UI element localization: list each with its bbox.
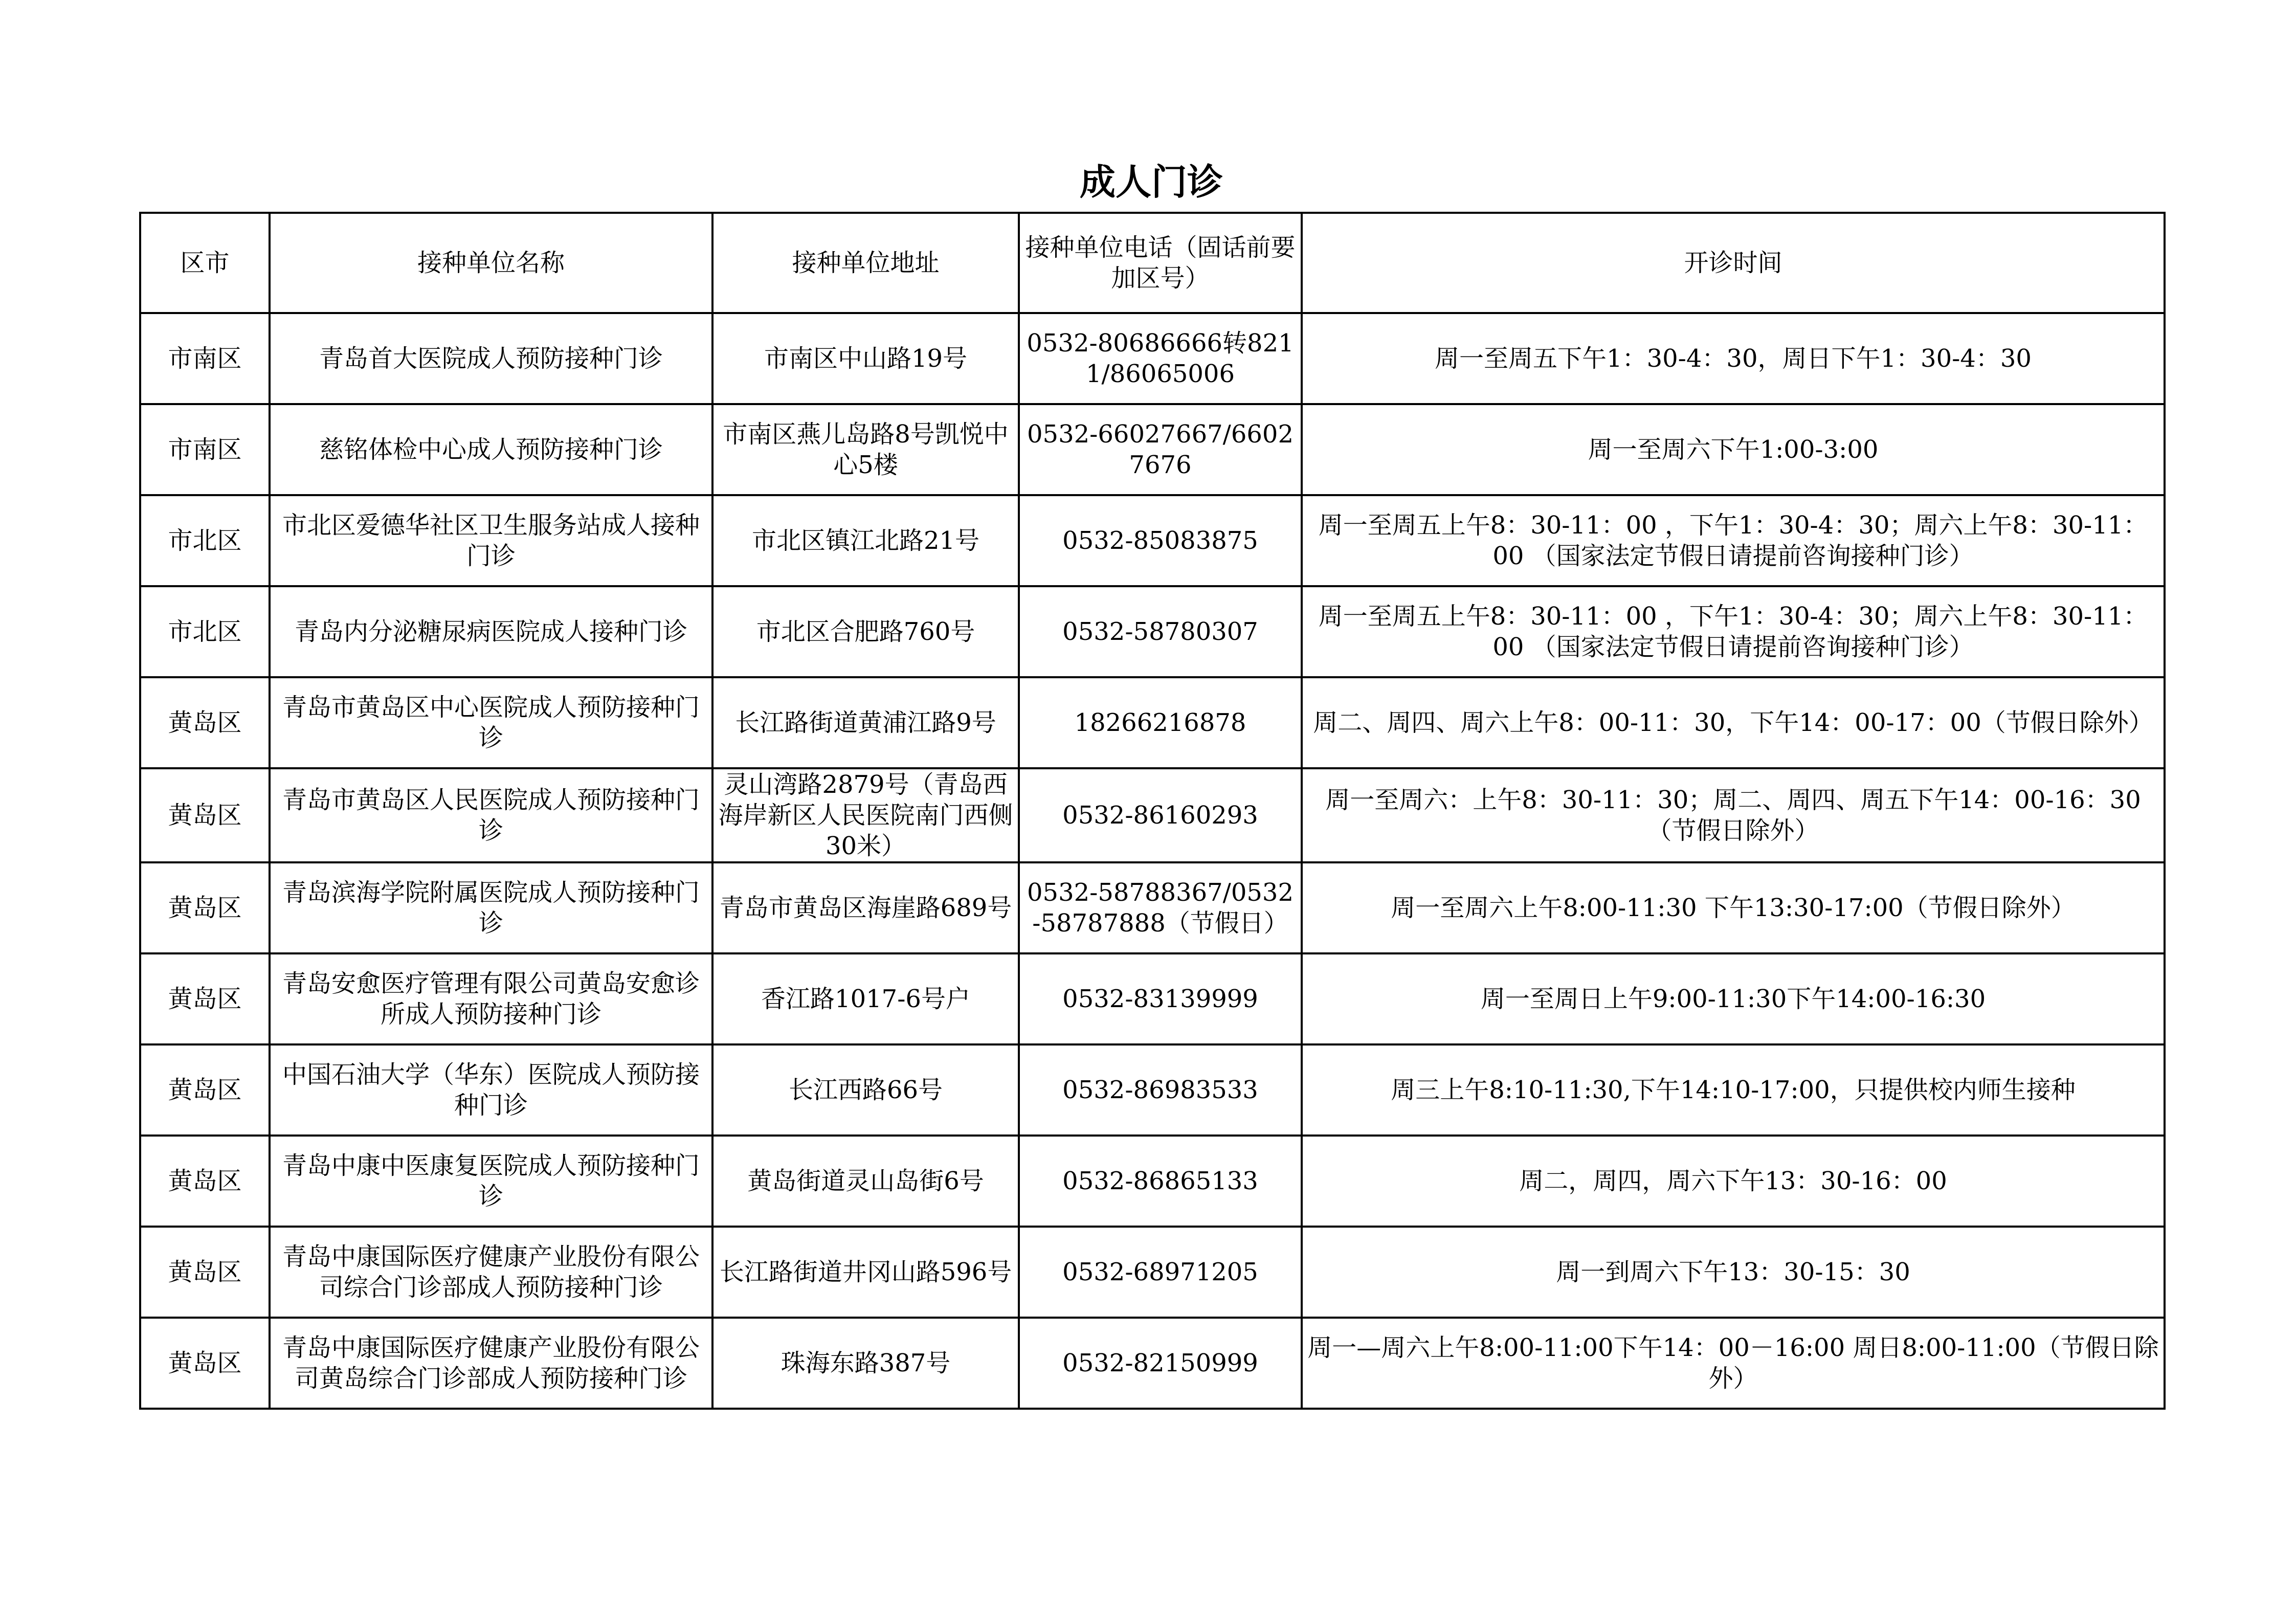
cell-district: 市北区 xyxy=(140,586,270,677)
cell-phone: 0532-82150999 xyxy=(1019,1318,1302,1409)
cell-district: 黄岛区 xyxy=(140,1318,270,1409)
table-row xyxy=(140,768,2165,862)
cell-hours: 周一至周五下午1：30-4：30，周日下午1：30-4：30 xyxy=(1302,313,2165,404)
cell-phone: 0532-83139999 xyxy=(1019,953,1302,1044)
cell-address: 灵山湾路2879号（青岛西海岸新区人民医院南门西侧30米） xyxy=(712,768,1019,862)
cell-hours: 周一至周六上午8:00-11:30 下午13:30-17:00（节假日除外） xyxy=(1302,862,2165,953)
cell-name: 青岛市黄岛区人民医院成人预防接种门诊 xyxy=(270,768,712,862)
cell-district: 黄岛区 xyxy=(140,1044,270,1136)
cell-district: 黄岛区 xyxy=(140,677,270,768)
cell-name: 慈铭体检中心成人预防接种门诊 xyxy=(270,404,712,495)
header-district: 区市 xyxy=(140,213,270,313)
cell-address: 市北区合肥路760号 xyxy=(712,586,1019,677)
cell-district: 黄岛区 xyxy=(140,1227,270,1318)
cell-name: 青岛首大医院成人预防接种门诊 xyxy=(270,313,712,404)
table-row xyxy=(140,495,2165,586)
cell-name: 青岛内分泌糖尿病医院成人接种门诊 xyxy=(270,586,712,677)
cell-phone: 0532-85083875 xyxy=(1019,495,1302,586)
cell-address: 市南区中山路19号 xyxy=(712,313,1019,404)
cell-hours: 周一至周六下午1:00-3:00 xyxy=(1302,404,2165,495)
cell-district: 黄岛区 xyxy=(140,953,270,1044)
cell-name: 市北区爱德华社区卫生服务站成人接种门诊 xyxy=(270,495,712,586)
cell-district: 黄岛区 xyxy=(140,768,270,862)
cell-hours: 周一到周六下午13：30-15：30 xyxy=(1302,1227,2165,1318)
table-row xyxy=(140,1044,2165,1136)
cell-address: 黄岛街道灵山岛街6号 xyxy=(712,1136,1019,1227)
cell-phone: 0532-86983533 xyxy=(1019,1044,1302,1136)
header-phone: 接种单位电话（固话前要加区号） xyxy=(1019,213,1302,313)
table-row xyxy=(140,586,2165,677)
cell-district: 市南区 xyxy=(140,404,270,495)
table-row xyxy=(140,1318,2165,1409)
cell-hours: 周一至周六：上午8：30-11：30；周二、周四、周五下午14：00-16：30 （节假日除外） xyxy=(1302,768,2165,862)
table-row xyxy=(140,953,2165,1044)
table-row xyxy=(140,1227,2165,1318)
cell-name: 青岛安愈医疗管理有限公司黄岛安愈诊所成人预防接种门诊 xyxy=(270,953,712,1044)
page-title: 成人门诊 xyxy=(1080,161,1223,203)
cell-address: 市北区镇江北路21号 xyxy=(712,495,1019,586)
cell-district: 市南区 xyxy=(140,313,270,404)
cell-name: 青岛中康国际医疗健康产业股份有限公司黄岛综合门诊部成人预防接种门诊 xyxy=(270,1318,712,1409)
cell-address: 长江路街道井冈山路596号 xyxy=(712,1227,1019,1318)
cell-phone: 0532-80686666转8211/86065006 xyxy=(1019,313,1302,404)
cell-name: 中国石油大学（华东）医院成人预防接种门诊 xyxy=(270,1044,712,1136)
cell-name: 青岛中康中医康复医院成人预防接种门诊 xyxy=(270,1136,712,1227)
cell-phone: 0532-86865133 xyxy=(1019,1136,1302,1227)
table-row xyxy=(140,1136,2165,1227)
cell-phone: 18266216878 xyxy=(1019,677,1302,768)
header-hours: 开诊时间 xyxy=(1302,213,2165,313)
header-name: 接种单位名称 xyxy=(270,213,712,313)
header-address: 接种单位地址 xyxy=(712,213,1019,313)
cell-address: 长江路街道黄浦江路9号 xyxy=(712,677,1019,768)
cell-hours: 周三上午8:10-11:30,下午14:10-17:00，只提供校内师生接种 xyxy=(1302,1044,2165,1136)
cell-hours: 周一至周五上午8：30-11：00 ，下午1：30-4：30；周六上午8：30-11：00 （国家法定节假日请提前咨询接种门诊） xyxy=(1302,586,2165,677)
cell-phone: 0532-66027667/66027676 xyxy=(1019,404,1302,495)
cell-address: 市南区燕儿岛路8号凯悦中心5楼 xyxy=(712,404,1019,495)
cell-phone: 0532-58780307 xyxy=(1019,586,1302,677)
table-row xyxy=(140,862,2165,953)
cell-address: 长江西路66号 xyxy=(712,1044,1019,1136)
cell-address: 青岛市黄岛区海崖路689号 xyxy=(712,862,1019,953)
cell-name: 青岛滨海学院附属医院成人预防接种门诊 xyxy=(270,862,712,953)
table-row xyxy=(140,313,2165,404)
table-row xyxy=(140,404,2165,495)
table-row xyxy=(140,677,2165,768)
cell-district: 市北区 xyxy=(140,495,270,586)
header-row xyxy=(140,213,2165,313)
cell-district: 黄岛区 xyxy=(140,1136,270,1227)
cell-hours: 周二，周四，周六下午13：30-16：00 xyxy=(1302,1136,2165,1227)
cell-phone: 0532-68971205 xyxy=(1019,1227,1302,1318)
cell-phone: 0532-86160293 xyxy=(1019,768,1302,862)
cell-hours: 周二、周四、周六上午8：00-11：30，下午14：00-17：00（节假日除外） xyxy=(1302,677,2165,768)
cell-hours: 周一至周日上午9:00-11:30下午14:00-16:30 xyxy=(1302,953,2165,1044)
cell-address: 香江路1017-6号户 xyxy=(712,953,1019,1044)
cell-hours: 周一—周六上午8:00-11:00下午14：00－16:00 周日8:00-11:00（节假日除外） xyxy=(1302,1318,2165,1409)
cell-hours: 周一至周五上午8：30-11：00 ，下午1：30-4：30；周六上午8：30-11：00 （国家法定节假日请提前咨询接种门诊） xyxy=(1302,495,2165,586)
cell-district: 黄岛区 xyxy=(140,862,270,953)
cell-phone: 0532-58788367/0532-58787888（节假日） xyxy=(1019,862,1302,953)
cell-address: 珠海东路387号 xyxy=(712,1318,1019,1409)
cell-name: 青岛中康国际医疗健康产业股份有限公司综合门诊部成人预防接种门诊 xyxy=(270,1227,712,1318)
cell-name: 青岛市黄岛区中心医院成人预防接种门诊 xyxy=(270,677,712,768)
clinic-table xyxy=(139,212,2166,1410)
